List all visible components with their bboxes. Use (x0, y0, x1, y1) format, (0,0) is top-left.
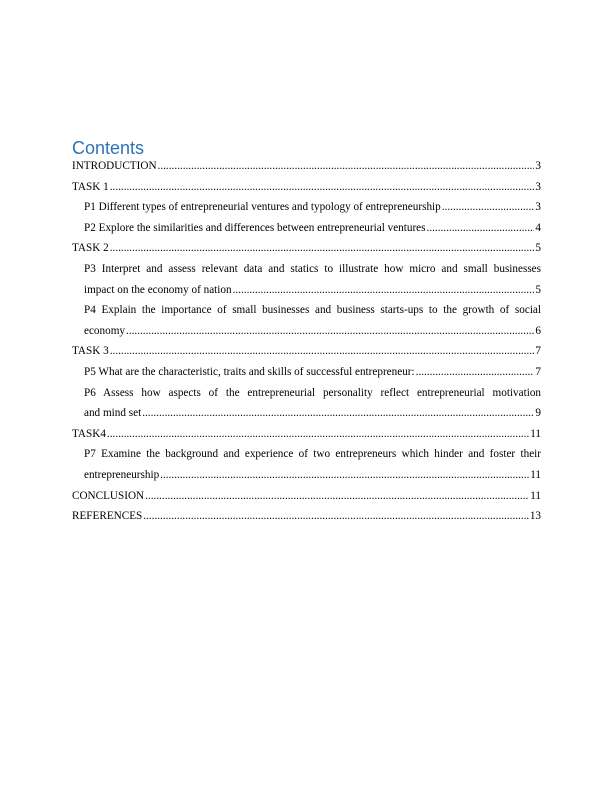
toc-entry-label: P2 Explore the similarities and differences between entrepreneurial ventures (84, 221, 426, 234)
toc-page-number: 7 (535, 345, 541, 358)
toc-entry-label: TASK 1 (72, 180, 109, 193)
dot-leader (110, 238, 535, 259)
toc-entry-conclusion[interactable] (72, 486, 541, 507)
toc-entry-label: INTRODUCTION (72, 160, 157, 172)
dot-leader (145, 486, 529, 507)
toc-page-number: 5 (535, 283, 541, 296)
toc-page-number: 3 (535, 201, 541, 214)
toc-entry-p2[interactable] (72, 218, 541, 239)
dot-leader (233, 280, 535, 301)
toc-heading: Contents (72, 138, 145, 158)
toc-entry-first-line: P6 Assess how aspects of the entrepreneurial personality reflect entrepreneurial motivation (84, 386, 541, 399)
dot-leader (143, 506, 529, 527)
toc-entry-task-3[interactable] (72, 341, 541, 362)
table-of-contents (72, 156, 541, 527)
toc-entry-p5[interactable] (72, 362, 541, 383)
dot-leader (158, 156, 535, 177)
toc-entry-references[interactable] (72, 506, 541, 527)
toc-entry-label: entrepreneurship (84, 468, 160, 481)
dot-leader (416, 362, 535, 383)
dot-leader (110, 177, 535, 198)
toc-page-number: 11 (530, 489, 541, 502)
toc-page-number: 13 (529, 510, 541, 523)
toc-page-number: 9 (535, 407, 541, 420)
toc-entry-label: economy (84, 324, 126, 337)
dot-leader (110, 341, 535, 362)
toc-entry-first-line: P7 Examine the background and experience of two entrepreneurs which hinder and foster their (84, 448, 541, 461)
dot-leader (107, 424, 529, 445)
toc-page-number: 4 (535, 221, 541, 234)
toc-page-number: 11 (530, 427, 541, 440)
toc-entry-label: P5 What are the characteristic, traits and skills of successful entrepreneur: (84, 365, 415, 378)
toc-entry-label: P1 Different types of entrepreneurial ventures and typology of entrepreneurship (84, 201, 441, 214)
toc-page-number: 6 (535, 324, 541, 337)
toc-entry-label: and mind set (84, 407, 142, 420)
dot-leader (427, 218, 535, 239)
toc-entry-task-2[interactable] (72, 238, 541, 259)
toc-page-number: 3 (535, 160, 541, 172)
toc-entry-label: REFERENCES (72, 510, 143, 523)
toc-entry-task-1[interactable] (72, 177, 541, 198)
dot-leader (442, 197, 535, 218)
toc-entry-label: TASK 2 (72, 242, 109, 255)
toc-entry-p1[interactable] (72, 197, 541, 218)
toc-entry-p4[interactable] (72, 300, 541, 341)
toc-entry-p3[interactable] (72, 259, 541, 300)
toc-page-number: 3 (535, 180, 541, 193)
dot-leader (160, 465, 529, 486)
dot-leader (126, 321, 534, 342)
toc-entry-label: TASK4 (72, 427, 106, 440)
toc-entry-label: CONCLUSION (72, 489, 145, 502)
dot-leader (142, 403, 534, 424)
toc-entry-label: TASK 3 (72, 345, 109, 358)
toc-entry-p6[interactable] (72, 383, 541, 424)
toc-entry-p7[interactable] (72, 444, 541, 485)
toc-entry-introduction[interactable] (72, 156, 541, 177)
toc-page-number: 5 (535, 242, 541, 255)
toc-page-number: 7 (535, 365, 541, 378)
toc-entry-first-line: P3 Interpret and assess relevant data and statics to illustrate how micro and small businesses (84, 262, 541, 275)
toc-page-number: 11 (530, 468, 541, 481)
toc-entry-label: impact on the economy of nation (84, 283, 232, 296)
toc-entry-task-4[interactable] (72, 424, 541, 445)
toc-entry-first-line: P4 Explain the importance of small businesses and business starts-ups to the growth of social (84, 304, 541, 317)
